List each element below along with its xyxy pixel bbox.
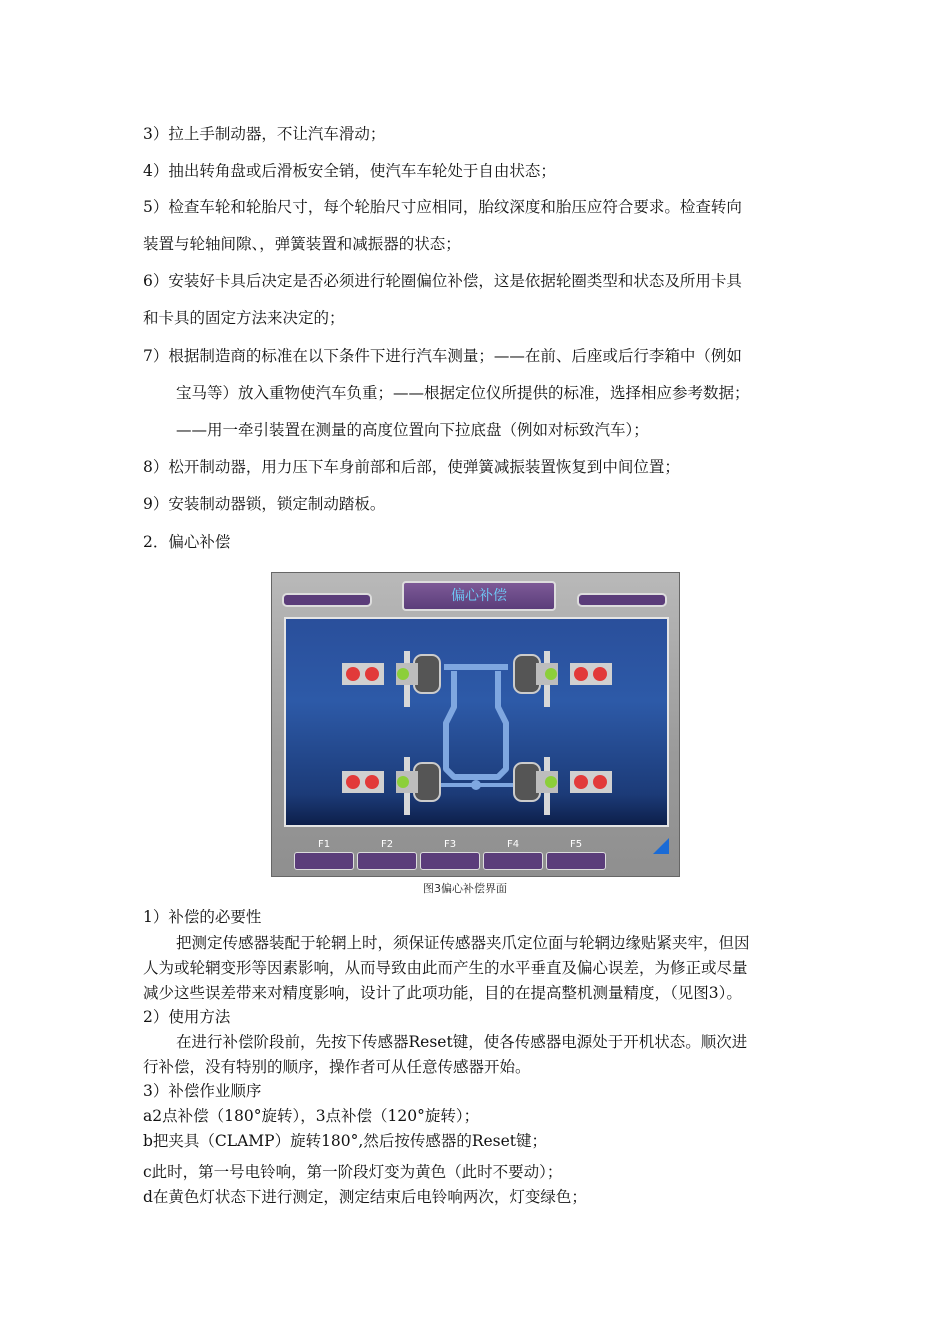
f4-label: F4	[506, 839, 520, 850]
vehicle-diagram-panel	[284, 617, 669, 827]
status-lights-front-right	[570, 663, 612, 685]
f5-button[interactable]	[546, 852, 606, 870]
vehicle-diagram	[286, 619, 667, 825]
para-usage-2: 行补偿，没有特别的顺序，操作者可从任意传感器开始。	[143, 1058, 531, 1076]
f5-key[interactable]	[546, 839, 606, 867]
sequence-c: c此时，第一号电铃响，第一阶段灯变为黄色（此时不要动）；	[143, 1163, 563, 1181]
sensor-light-green	[397, 668, 409, 680]
sequence-d: d在黄色灯状态下进行测定，测定结束后电铃响两次，灯变绿色；	[143, 1188, 587, 1206]
sensor-light-green	[545, 776, 557, 788]
f2-label: F2	[380, 839, 394, 850]
step-7-cont-1: 宝马等）放入重物使汽车负重；——根据定位仪所提供的标准，选择相应参考数据；	[176, 384, 750, 402]
step-4: 4）抽出转角盘或后滑板安全销，使汽车车轮处于自由状态；	[143, 162, 556, 180]
chassis-frame	[436, 667, 516, 785]
subheading-necessity: 1）补偿的必要性	[143, 908, 262, 926]
f2-key[interactable]	[357, 839, 417, 867]
wheel-rear-right	[514, 757, 558, 815]
step-6-cont: 和卡具的固定方法来决定的；	[143, 309, 345, 327]
step-7: 7）根据制造商的标准在以下条件下进行汽车测量；——在前、后座或后行李箱中（例如	[143, 347, 742, 365]
status-lights-front-left	[342, 663, 384, 685]
step-6: 6）安装好卡具后决定是否必须进行轮圈偏位补偿，这是依据轮圈类型和状态及所用卡具	[143, 272, 742, 290]
f4-button[interactable]	[483, 852, 543, 870]
f1-button[interactable]	[294, 852, 354, 870]
para-necessity-3: 减少这些误差带来对精度影响，设计了此项功能，目的在提高整机测量精度，（见图3）。	[143, 984, 742, 1002]
status-lights-rear-left	[342, 771, 384, 793]
figure-caption: 图3偏心补偿界面	[423, 882, 507, 895]
status-lights-rear-right	[570, 771, 612, 793]
right-status-bar	[577, 593, 667, 607]
sensor-light-green	[545, 668, 557, 680]
para-necessity-2: 人为或轮辋变形等因素影响，从而导致由此而产生的水平垂直及偏心误差，为修正或尽量	[143, 959, 748, 977]
step-3: 3）拉上手制动器，不让汽车滑动；	[143, 125, 386, 143]
step-5-cont: 装置与轮轴间隙、，弹簧装置和减振器的状态；	[143, 235, 461, 253]
wheel-front-right	[514, 651, 558, 707]
subheading-sequence: 3）补偿作业顺序	[143, 1082, 262, 1100]
wheel-rear-left	[396, 757, 440, 815]
f5-label: F5	[569, 839, 583, 850]
step-8: 8）松开制动器，用力压下车身前部和后部，使弹簧减振装置恢复到中间位置；	[143, 458, 680, 476]
step-9: 9）安装制动器锁，锁定制动踏板。	[143, 495, 386, 513]
axle-hub	[471, 780, 481, 790]
corner-arrow-icon	[653, 838, 669, 854]
subheading-usage: 2）使用方法	[143, 1008, 231, 1026]
f3-key[interactable]	[420, 839, 480, 867]
compensation-screenshot	[271, 572, 680, 877]
sequence-b: b把夹具（CLAMP）旋转180°,然后按传感器的Reset键；	[143, 1132, 548, 1150]
wheel-front-left	[396, 651, 440, 707]
f3-button[interactable]	[420, 852, 480, 870]
sensor-light-green	[397, 776, 409, 788]
para-usage-1: 在进行补偿阶段前，先按下传感器Reset键，使各传感器电源处于开机状态。顺次进	[176, 1033, 748, 1051]
f4-key[interactable]	[483, 839, 543, 867]
f1-key[interactable]	[294, 839, 354, 867]
sequence-a: a2点补偿（180°旋转），3点补偿（120°旋转）；	[143, 1107, 480, 1125]
f2-button[interactable]	[357, 852, 417, 870]
step-5: 5）检查车轮和轮胎尺寸，每个轮胎尺寸应相同，胎纹深度和胎压应符合要求。检查转向	[143, 198, 742, 216]
para-necessity-1: 把测定传感器装配于轮辋上时，须保证传感器夹爪定位面与轮辋边缘贴紧夹牢，但因	[176, 934, 750, 952]
left-status-bar	[282, 593, 372, 607]
screen-title: 偏心补偿	[402, 581, 556, 611]
step-7-cont-2: ——用一牵引装置在测量的高度位置向下拉底盘（例如对标致汽车）；	[176, 421, 649, 439]
f1-label: F1	[317, 839, 331, 850]
section-heading: 2．偏心补偿	[143, 533, 231, 551]
f3-label: F3	[443, 839, 457, 850]
